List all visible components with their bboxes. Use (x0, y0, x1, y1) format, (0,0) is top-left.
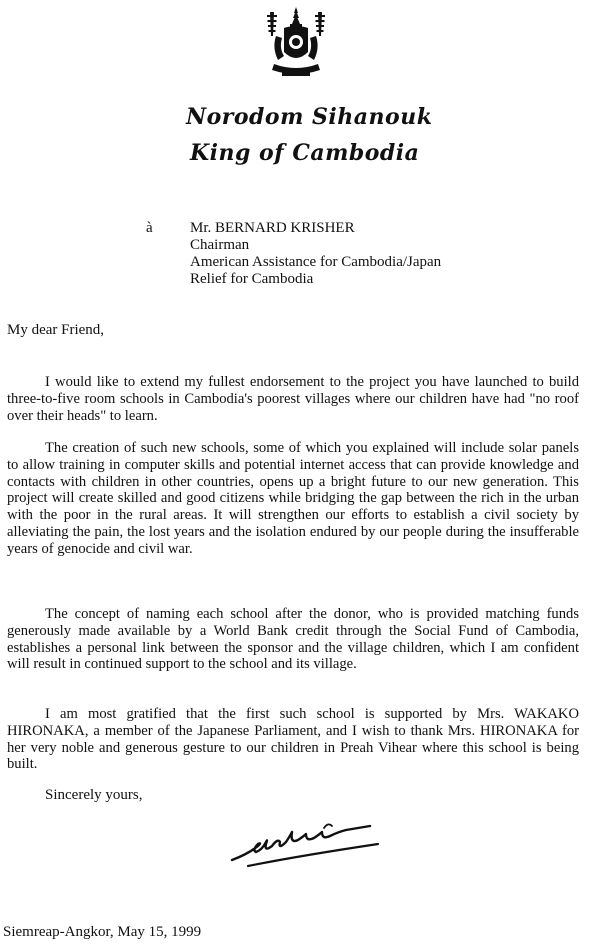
recipient-organization-2: Relief for Cambodia (190, 271, 314, 287)
letterhead-title: King of Cambodia (190, 140, 420, 166)
recipient-block (190, 220, 441, 288)
body-paragraph-2: The creation of such new schools, some of which you explained will include solar panels to allow training in computer skills and potential internet access that can provide knowledge and contacts with children in other countries, opens up a bright future to our new generation. This project will create skilled and good citizens while bridging the gap between the rich in the urban with the poor in the rural areas. It will strengthen our efforts to establish a civil society by alleviating the pain, the lost years and the isolation endured by our people during the insufferable years of genocide and civil war. (7, 440, 579, 557)
royal-crest-icon (262, 6, 330, 78)
recipient-role: Chairman (190, 237, 250, 253)
recipient-marker: à (146, 220, 153, 236)
body-paragraph-4: I am most gratified that the first such school is supported by Mrs. WAKAKO HIRONAKA, a member of the Japanese Parliament, and I wish to thank Mrs. HIRONAKA for her very noble and generous gesture to our children in Preah Vihear where this school is being built. (7, 706, 579, 773)
closing: Sincerely yours, (45, 787, 143, 803)
recipient-organization: American Assistance for Cambodia/Japan (190, 254, 442, 270)
body-paragraph-1: I would like to extend my fullest endorsement to the project you have launched to build three-to-five room schools in Cambodia's poorest villages where our children have had "no roof over their heads" to learn. (7, 374, 579, 424)
dateline: Siemreap-Angkor, May 15, 1999 (3, 924, 202, 940)
salutation: My dear Friend, (7, 322, 105, 338)
body-paragraph-3: The concept of naming each school after the donor, who is provided matching funds generously made available by a World Bank credit through the Social Fund of Cambodia, establishes a personal link between the sponsor and the village children, which I am confident will result in continued support to the school and its village. (7, 606, 579, 673)
letterhead-name: Norodom Sihanouk (186, 104, 433, 130)
handwritten-signature-icon (228, 810, 388, 872)
recipient-name: Mr. BERNARD KRISHER (190, 220, 355, 236)
